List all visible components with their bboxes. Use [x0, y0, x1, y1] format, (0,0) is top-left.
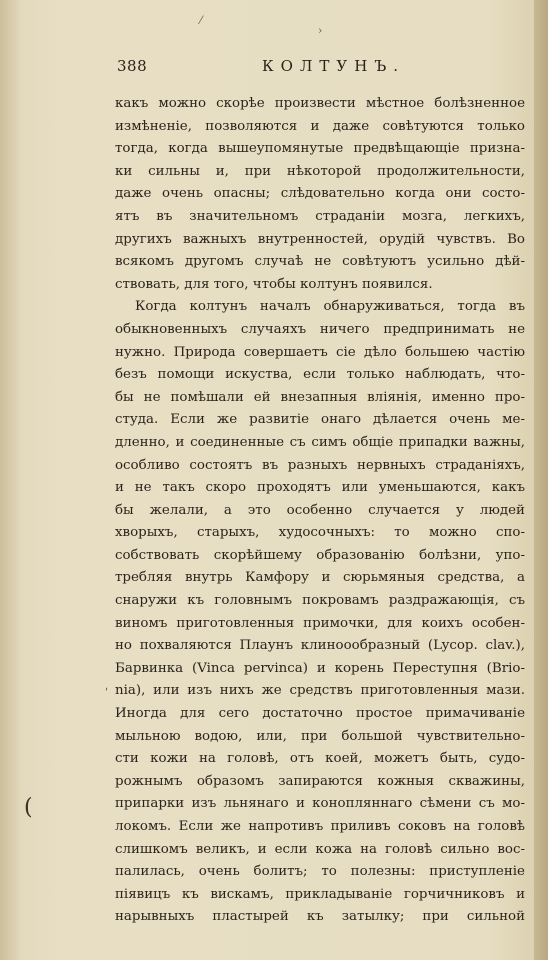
text-line: нарывныхъ пластырей къ затылку; при сильной — [115, 909, 525, 925]
text-line: піявицъ къ вискамъ, прикладываніе горчичниковъ и — [115, 886, 525, 902]
text-line: измѣненіе, позволяются и даже совѣтуются только — [115, 118, 525, 134]
text-line: собствовать скорѣйшему образованію болѣзни, упо- — [115, 547, 525, 563]
text-line: снаружи къ головнымъ покровамъ раздражающія, съ — [115, 593, 525, 609]
text-line: Иногда для сего достаточно простое примачиваніе — [115, 706, 525, 722]
text-line: Барвинка (Vinca pervinca) и корень Переступня (Brio- — [115, 660, 525, 676]
text-line: слишкомъ великъ, и если кожа на головѣ сильно вос- — [115, 841, 525, 857]
text-line: безъ помощи искуства, если только наблюдать, что- — [115, 367, 525, 383]
text-line-paragraph-end: ствовать, для того, чтобы колтунъ появился. — [115, 276, 433, 292]
top-mark-2: › — [318, 24, 323, 37]
text-line: припарки изъ льнянаго и конопляннаго сѣмени съ мо- — [115, 796, 525, 812]
text-line: nia), или изъ нихъ же средствъ приготовленныя мази. — [115, 683, 525, 699]
text-line: ятъ въ значительномъ страданіи мозга, легкихъ, — [115, 208, 525, 224]
text-line: ки сильны и, при нѣкоторой продолжительности, — [115, 163, 525, 179]
text-line: обыкновенныхъ случаяхъ ничего предпринимать не — [115, 321, 525, 337]
text-line: сти кожи на головѣ, отъ коей, можетъ быть, судо- — [115, 751, 525, 767]
text-line-paragraph-start: Когда колтунъ началъ обнаруживаться, тогда въ — [135, 299, 525, 315]
text-line: палилась, очень болитъ; то полезны: приступленіе — [115, 864, 525, 880]
margin-bracket-mark: ( — [24, 795, 33, 820]
margin-tick-mark: ʹ — [105, 687, 109, 700]
page-number: 388 — [117, 57, 148, 75]
text-line: студа. Если же развитіе онаго дѣлается очень ме- — [115, 412, 525, 428]
text-line: дленно, и соединенные съ симъ общіе припадки важны, — [115, 434, 525, 450]
running-title: КОЛТУНЪ. — [262, 57, 406, 75]
text-line: даже очень опасны; слѣдовательно когда они состо- — [115, 186, 525, 202]
text-line: и не такъ скоро проходятъ или уменьшаются, какъ — [115, 480, 525, 496]
text-line: локомъ. Если же напротивъ приливъ соковъ на головѣ — [115, 819, 525, 834]
text-line: тогда, когда вышеупомянутые предвѣщающіе призна- — [115, 141, 525, 157]
text-line: но похваляются Плаунъ клиноообразный (Lycop. clav.), — [115, 638, 525, 654]
text-line: всякомъ другомъ случаѣ не совѣтуютъ усильно дѣй- — [115, 254, 525, 270]
text-line: какъ можно скорѣе произвести мѣстное болѣзненное — [115, 96, 525, 111]
text-line: бы не помѣшали ей внезапныя вліянія, именно про- — [115, 389, 525, 405]
text-line: требляя внутрь Камфору и сюрьмяныя средства, а — [115, 570, 525, 586]
text-line: рожнымъ образомъ запираются кожныя скважины, — [115, 773, 525, 789]
text-line: другихъ важныхъ внутренностей, орудій чувствъ. Во — [115, 231, 525, 247]
text-line: виномъ приготовленныя примочки, для коихъ особен- — [115, 615, 525, 631]
page-edge-shadow — [534, 0, 548, 960]
text-line: бы желали, а это особенно случается у людей — [115, 502, 525, 518]
text-line: нужно. Природа совершаетъ сіе дѣло большею частію — [115, 344, 525, 360]
text-line: хворыхъ, старыхъ, худосочныхъ: то можно спо- — [115, 525, 525, 541]
text-line: особливо состоятъ въ разныхъ нервныхъ страданіяхъ, — [115, 457, 525, 473]
top-mark-1: ⁄ — [200, 14, 202, 27]
body-text — [115, 93, 525, 929]
text-line: мыльною водою, или, при большой чувствительно- — [115, 728, 525, 744]
